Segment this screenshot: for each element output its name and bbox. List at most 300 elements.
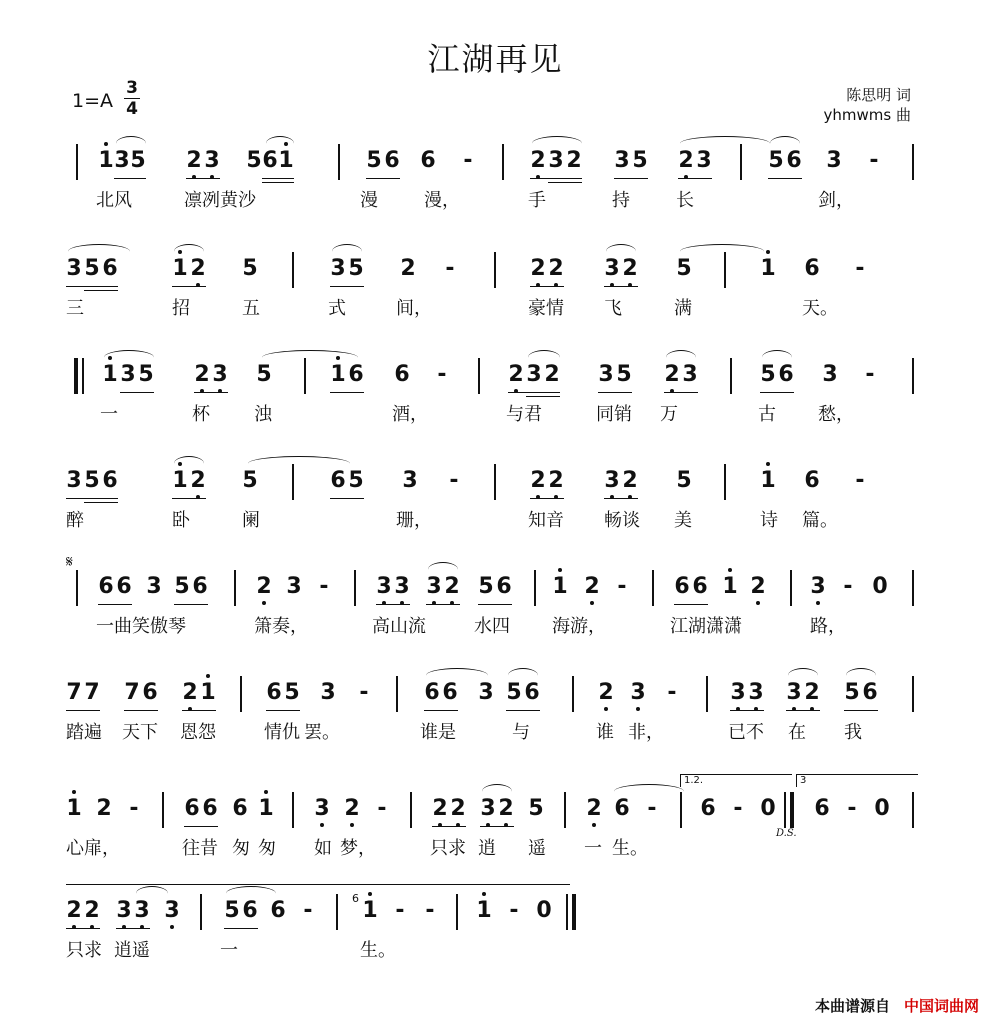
jianpu-note: 2 xyxy=(344,796,360,821)
jianpu-note: - xyxy=(359,680,369,705)
jianpu-note: 3 xyxy=(116,898,132,923)
lyric-word: 飞 xyxy=(604,298,622,319)
jianpu-note: 3 xyxy=(164,898,180,923)
jianpu-note: 3 xyxy=(696,148,712,173)
beam-line xyxy=(116,928,150,929)
jianpu-note: 6 xyxy=(330,468,346,493)
time-signature: $\frac{3}{4}$ xyxy=(124,78,140,119)
jianpu-note: 2 xyxy=(530,468,546,493)
lyric-word: 谁是 xyxy=(420,722,456,743)
lyric-word: 水四 xyxy=(474,616,510,637)
jianpu-note: 3 xyxy=(526,362,542,387)
lyric-word: 一曲笑傲琴 xyxy=(96,616,186,637)
jianpu-note: 2 xyxy=(584,574,600,599)
lyric-word: 美 xyxy=(674,510,692,531)
jianpu-note: 6 xyxy=(692,574,708,599)
slur xyxy=(532,136,582,151)
jianpu-note: - xyxy=(733,796,743,821)
jianpu-note: 1 xyxy=(362,898,378,923)
beam-line xyxy=(330,498,364,499)
jianpu-note: 5 xyxy=(844,680,860,705)
jianpu-note: 5 xyxy=(224,898,240,923)
jianpu-note: 6 xyxy=(674,574,690,599)
jianpu-note: 3 xyxy=(480,796,496,821)
lyric-word: 一 xyxy=(100,404,118,425)
jianpu-note: 1 xyxy=(330,362,346,387)
jianpu-note: 2 xyxy=(190,468,206,493)
beam-line xyxy=(478,604,512,605)
lyric-word: 持 xyxy=(612,190,630,211)
slur xyxy=(528,350,560,365)
jianpu-note: 5 xyxy=(478,574,494,599)
lyric-word: 漫 xyxy=(360,190,378,211)
slur xyxy=(266,136,294,151)
bar-line xyxy=(494,464,496,500)
grace-note: 6 xyxy=(352,892,359,905)
jianpu-note: 5 xyxy=(632,148,648,173)
jianpu-note: 6 xyxy=(242,898,258,923)
beam-line xyxy=(330,286,364,287)
jianpu-note: 5 xyxy=(760,362,776,387)
lyric-word: 招 xyxy=(172,298,190,319)
footer-source: 本曲谱源自 中国词曲网 xyxy=(814,997,979,1015)
segno-sign: 𝄋 xyxy=(66,552,73,571)
jianpu-note: 2 xyxy=(498,796,514,821)
beam-line xyxy=(426,604,460,605)
lyric-word: 罢。 xyxy=(304,722,340,743)
jianpu-note: 1 xyxy=(172,468,188,493)
jianpu-note: - xyxy=(395,898,405,923)
bar-line xyxy=(790,792,794,828)
jianpu-note: 3 xyxy=(376,574,392,599)
bar-line xyxy=(292,252,294,288)
slur xyxy=(666,350,696,365)
jianpu-note: 5 xyxy=(84,468,100,493)
slur xyxy=(104,350,154,365)
jianpu-note: 2 xyxy=(66,898,82,923)
slur xyxy=(332,244,362,259)
jianpu-note: 6 xyxy=(384,148,400,173)
slur xyxy=(68,244,130,259)
jianpu-note: 5 xyxy=(528,796,544,821)
jianpu-note: 2 xyxy=(586,796,602,821)
jianpu-note: 6 xyxy=(202,796,218,821)
jianpu-note: 2 xyxy=(622,256,638,281)
jianpu-note: 5 xyxy=(130,148,146,173)
bar-line xyxy=(162,792,164,828)
jianpu-note: 6 xyxy=(270,898,286,923)
lyric-word: 路， xyxy=(810,616,846,637)
lyric-word: 非， xyxy=(628,722,664,743)
jianpu-note: 5 xyxy=(284,680,300,705)
jianpu-note: - xyxy=(843,574,853,599)
slur xyxy=(226,886,276,901)
lyric-word: 卧 xyxy=(172,510,190,531)
slur xyxy=(846,668,876,683)
jianpu-note: 5 xyxy=(174,574,190,599)
lyric-word: 畅谈 xyxy=(604,510,640,531)
lyric-word: 天。 xyxy=(802,298,838,319)
beam-line xyxy=(172,286,206,287)
jianpu-note: 2 xyxy=(256,574,272,599)
jianpu-note: 3 xyxy=(548,148,564,173)
beam-line xyxy=(530,178,582,179)
lyric-word: 杯 xyxy=(192,404,210,425)
slur xyxy=(770,136,800,151)
lyric-word: 在 xyxy=(788,722,806,743)
jianpu-note: 6 xyxy=(524,680,540,705)
jianpu-note: 3 xyxy=(630,680,646,705)
jianpu-note: 6 xyxy=(184,796,200,821)
lyric-word: 生。 xyxy=(612,838,648,859)
jianpu-note: 0 xyxy=(760,796,776,821)
jianpu-note: 7 xyxy=(84,680,100,705)
lyric-word: 海游， xyxy=(552,616,606,637)
bar-line xyxy=(200,894,202,930)
slur xyxy=(174,456,204,471)
jianpu-note: 3 xyxy=(212,362,228,387)
bar-line xyxy=(74,358,78,394)
bar-line xyxy=(354,570,356,606)
bar-line xyxy=(304,358,306,394)
jianpu-note: 5 xyxy=(256,362,272,387)
beam-line xyxy=(194,392,228,393)
key-signature: 1=A xyxy=(72,90,114,112)
jianpu-note: 0 xyxy=(874,796,890,821)
beam-line xyxy=(172,498,206,499)
jianpu-note: - xyxy=(855,468,865,493)
jianpu-note: - xyxy=(647,796,657,821)
lyric-word: 愁， xyxy=(818,404,854,425)
jianpu-note: 6 xyxy=(232,796,248,821)
lyric-word: 只求 xyxy=(430,838,466,859)
lyric-word: 三 xyxy=(66,298,84,319)
jianpu-note: 1 xyxy=(200,680,216,705)
lyric-word: 逍遥 xyxy=(114,940,150,961)
jianpu-note: 2 xyxy=(678,148,694,173)
jianpu-note: 3 xyxy=(146,574,162,599)
lyric-word: 天下 xyxy=(122,722,158,743)
beam-line xyxy=(66,928,100,929)
jianpu-note: 2 xyxy=(432,796,448,821)
bar-line xyxy=(292,792,294,828)
jianpu-note: 5 xyxy=(242,468,258,493)
jianpu-note: 2 xyxy=(566,148,582,173)
lyric-word: 诗 xyxy=(760,510,778,531)
beam-line xyxy=(366,178,400,179)
bar-line xyxy=(338,144,340,180)
lyric-word: 北风 xyxy=(96,190,132,211)
bar-line xyxy=(240,676,242,712)
lyric-word: 凛冽黄沙 xyxy=(184,190,256,211)
volta-2: 3 xyxy=(796,774,918,787)
jianpu-note: 6 xyxy=(102,256,118,281)
slur xyxy=(428,562,458,577)
bar-line xyxy=(396,676,398,712)
jianpu-note: 5 xyxy=(138,362,154,387)
slur xyxy=(680,136,770,151)
jianpu-note: 2 xyxy=(750,574,766,599)
jianpu-note: 3 xyxy=(120,362,136,387)
jianpu-note: 2 xyxy=(444,574,460,599)
slur xyxy=(482,784,512,799)
jianpu-note: 5 xyxy=(616,362,632,387)
beam-line xyxy=(262,182,294,183)
jianpu-note: 6 xyxy=(348,362,364,387)
jianpu-note: 2 xyxy=(544,362,560,387)
lyric-word: 情仇 xyxy=(264,722,300,743)
jianpu-note: 6 xyxy=(192,574,208,599)
bar-line xyxy=(572,894,576,930)
composer-credit: yhmwms 曲 xyxy=(823,106,911,124)
jianpu-note: 2 xyxy=(450,796,466,821)
jianpu-note: 5 xyxy=(676,256,692,281)
jianpu-note: 3 xyxy=(682,362,698,387)
jianpu-note: 2 xyxy=(190,256,206,281)
bar-line xyxy=(912,676,914,712)
beam-line xyxy=(530,286,564,287)
beam-line xyxy=(186,178,220,179)
slur xyxy=(116,136,146,151)
jianpu-note: 5 xyxy=(366,148,382,173)
jianpu-note: 6 xyxy=(778,362,794,387)
jianpu-note: - xyxy=(509,898,519,923)
jianpu-note: 3 xyxy=(314,796,330,821)
jianpu-note: 3 xyxy=(204,148,220,173)
lyric-word: 手 xyxy=(528,190,546,211)
bar-line xyxy=(790,570,792,606)
jianpu-note: 6 xyxy=(424,680,440,705)
jianpu-note: - xyxy=(303,898,313,923)
beam-line xyxy=(526,396,560,397)
jianpu-note: 6 xyxy=(262,148,278,173)
slur xyxy=(680,244,764,259)
bar-line xyxy=(456,894,458,930)
beam-line xyxy=(66,498,118,499)
jianpu-note: 3 xyxy=(134,898,150,923)
jianpu-note: 6 xyxy=(394,362,410,387)
lyric-word: 篇。 xyxy=(802,510,838,531)
jianpu-note: - xyxy=(855,256,865,281)
lyric-word: 与君 xyxy=(506,404,542,425)
bar-line xyxy=(912,570,914,606)
jianpu-note: 3 xyxy=(614,148,630,173)
beam-line xyxy=(174,604,208,605)
jianpu-note: 3 xyxy=(114,148,130,173)
jianpu-note: 2 xyxy=(664,362,680,387)
beam-line xyxy=(66,710,100,711)
beam-line xyxy=(480,826,514,827)
lyric-word: 阑 xyxy=(242,510,260,531)
lyric-word: 一 xyxy=(220,940,238,961)
bar-line xyxy=(234,570,236,606)
jianpu-note: 2 xyxy=(400,256,416,281)
lyric-word: 万 xyxy=(660,404,678,425)
jianpu-note: 2 xyxy=(548,468,564,493)
jianpu-note: 1 xyxy=(102,362,118,387)
jianpu-note: 1 xyxy=(278,148,294,173)
jianpu-note: - xyxy=(445,256,455,281)
jianpu-note: 6 xyxy=(614,796,630,821)
lyric-word: 式 xyxy=(328,298,346,319)
beam-line xyxy=(786,710,820,711)
jianpu-note: 6 xyxy=(814,796,830,821)
beam-line xyxy=(262,178,294,179)
jianpu-note: 6 xyxy=(804,468,820,493)
lyric-word: 与 xyxy=(512,722,530,743)
jianpu-note: 5 xyxy=(506,680,522,705)
jianpu-note: 6 xyxy=(116,574,132,599)
lyric-word: 知音 xyxy=(528,510,564,531)
jianpu-note: 1 xyxy=(172,256,188,281)
jianpu-note: 5 xyxy=(348,468,364,493)
beam-line xyxy=(432,826,466,827)
jianpu-note: 7 xyxy=(124,680,140,705)
jianpu-note: - xyxy=(377,796,387,821)
lyric-word: 酒， xyxy=(392,404,428,425)
jianpu-note: 2 xyxy=(530,148,546,173)
jianpu-note: 2 xyxy=(186,148,202,173)
beam-line xyxy=(224,928,258,929)
beam-line xyxy=(604,498,638,499)
bar-line xyxy=(740,144,742,180)
lyric-word: 只求 xyxy=(66,940,102,961)
beam-line xyxy=(266,710,300,711)
beam-line xyxy=(548,182,582,183)
jianpu-note: 1 xyxy=(258,796,274,821)
bar-line xyxy=(912,792,914,828)
lyric-word: 心扉， xyxy=(66,838,120,859)
jianpu-note: 3 xyxy=(822,362,838,387)
jianpu-note: 6 xyxy=(804,256,820,281)
jianpu-note: 3 xyxy=(730,680,746,705)
jianpu-note: 2 xyxy=(622,468,638,493)
beam-line xyxy=(124,710,158,711)
lyric-word: 踏遍 xyxy=(66,722,102,743)
jianpu-note: 0 xyxy=(872,574,888,599)
beam-line xyxy=(424,710,458,711)
jianpu-note: 5 xyxy=(348,256,364,281)
lyric-word: 如 xyxy=(314,838,332,859)
lyric-word: 往昔 xyxy=(182,838,218,859)
beam-line xyxy=(598,392,632,393)
jianpu-note: 3 xyxy=(426,574,442,599)
jianpu-note: 6 xyxy=(98,574,114,599)
jianpu-note: 3 xyxy=(66,256,82,281)
slur xyxy=(508,668,538,683)
jianpu-note: 3 xyxy=(748,680,764,705)
beam-line xyxy=(604,286,638,287)
lyric-word: 剑， xyxy=(818,190,854,211)
jianpu-note: - xyxy=(425,898,435,923)
lyric-word: 箫奏， xyxy=(254,616,308,637)
beam-line xyxy=(760,392,794,393)
lyric-word: 江湖潇潇 xyxy=(670,616,742,637)
beam-line xyxy=(506,710,540,711)
beam-line xyxy=(614,178,648,179)
jianpu-note: 3 xyxy=(66,468,82,493)
jianpu-note: 7 xyxy=(66,680,82,705)
lyric-word: 豪情 xyxy=(528,298,564,319)
beam-line xyxy=(98,604,132,605)
jianpu-note: 6 xyxy=(786,148,802,173)
bar-line xyxy=(912,358,914,394)
jianpu-note: 1 xyxy=(760,468,776,493)
beam-line xyxy=(664,392,698,393)
jianpu-note: 3 xyxy=(402,468,418,493)
jianpu-note: - xyxy=(437,362,447,387)
lyric-word: 满 xyxy=(674,298,692,319)
bar-line xyxy=(76,144,78,180)
lyric-word: 匆 xyxy=(232,838,250,859)
lyric-word: 遥 xyxy=(528,838,546,859)
lyric-word: 逍 xyxy=(478,838,496,859)
slur xyxy=(606,244,636,259)
jianpu-note: 1 xyxy=(98,148,114,173)
slur xyxy=(614,784,684,799)
lyric-word: 浊 xyxy=(254,404,272,425)
beam-line xyxy=(330,392,364,393)
jianpu-note: 3 xyxy=(330,256,346,281)
lyricist-credit: 陈思明 词 xyxy=(846,86,911,104)
jianpu-note: 0 xyxy=(536,898,552,923)
beam-line xyxy=(84,290,118,291)
bar-line xyxy=(410,792,412,828)
jianpu-note: 1 xyxy=(476,898,492,923)
jianpu-note: 2 xyxy=(182,680,198,705)
jianpu-note: - xyxy=(129,796,139,821)
lyric-word: 五 xyxy=(242,298,260,319)
bar-line xyxy=(680,792,682,828)
bar-line xyxy=(912,144,914,180)
jianpu-note: 6 xyxy=(496,574,512,599)
lyric-word: 我 xyxy=(844,722,862,743)
jianpu-note: - xyxy=(319,574,329,599)
jianpu-note: 5 xyxy=(676,468,692,493)
beam-line xyxy=(84,502,118,503)
lyric-word: 醉 xyxy=(66,510,84,531)
jianpu-note: 3 xyxy=(604,468,620,493)
jianpu-note: 2 xyxy=(96,796,112,821)
beam-line xyxy=(66,286,118,287)
lyric-word: 恩怨 xyxy=(180,722,216,743)
jianpu-note: - xyxy=(617,574,627,599)
jianpu-note: 6 xyxy=(266,680,282,705)
lyric-word: 同销 xyxy=(596,404,632,425)
beam-line xyxy=(114,178,146,179)
beam-line xyxy=(674,604,708,605)
bar-line xyxy=(706,676,708,712)
lyric-word: 古 xyxy=(758,404,776,425)
jianpu-note: 2 xyxy=(804,680,820,705)
jianpu-note: 5 xyxy=(246,148,262,173)
slur xyxy=(788,668,818,683)
beam-line xyxy=(184,826,218,827)
jianpu-note: 2 xyxy=(194,362,210,387)
lyric-word: 珊， xyxy=(396,510,432,531)
lyric-word: 生。 xyxy=(360,940,396,961)
bar-line xyxy=(724,464,726,500)
jianpu-note: 1 xyxy=(66,796,82,821)
jianpu-note: - xyxy=(449,468,459,493)
jianpu-note: 3 xyxy=(598,362,614,387)
footer-site-link[interactable]: 中国词曲网 xyxy=(903,997,979,1015)
jianpu-note: - xyxy=(847,796,857,821)
bar-line xyxy=(478,358,480,394)
beam-line xyxy=(844,710,878,711)
jianpu-note: 2 xyxy=(530,256,546,281)
lyric-word: 谁 xyxy=(596,722,614,743)
